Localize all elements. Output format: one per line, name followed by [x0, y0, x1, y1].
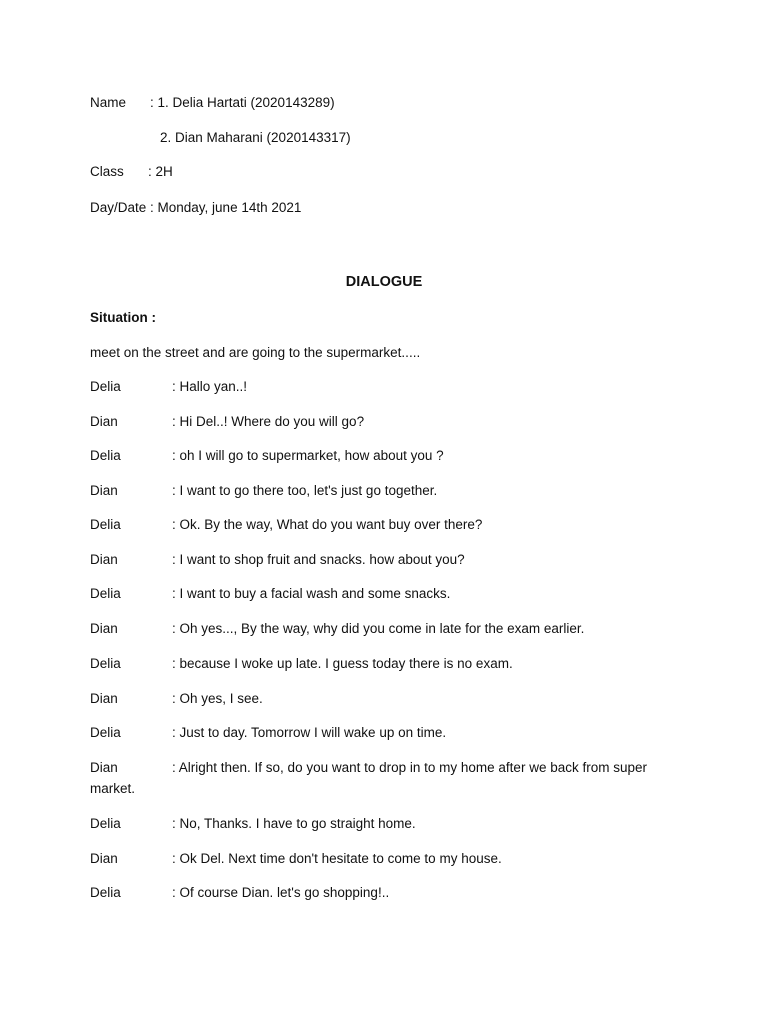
- dialogue-text: : I want to shop fruit and snacks. how about you?: [172, 552, 465, 567]
- speaker-name: Delia: [90, 448, 121, 463]
- dialogue-text: : Ok. By the way, What do you want buy over there?: [172, 517, 483, 532]
- dialogue-text: : Ok Del. Next time don't hesitate to come to my house.: [172, 851, 502, 866]
- name-value-1: : 1. Delia Hartati (2020143289): [150, 95, 335, 110]
- day-date: Day/Date : Monday, june 14th 2021: [90, 200, 302, 215]
- speaker-name: Delia: [90, 586, 121, 601]
- class-row: [90, 163, 173, 181]
- dialogue-text: : because I woke up late. I guess today there is no exam.: [172, 656, 513, 671]
- dialogue-line: [90, 759, 647, 777]
- dialogue-text: : Hallo yan..!: [172, 379, 248, 394]
- dialogue-line: [90, 551, 465, 569]
- dialogue-text: : Just to day. Tomorrow I will wake up on time.: [172, 725, 447, 740]
- dialogue-line: [90, 884, 389, 902]
- dialogue-text: : No, Thanks. I have to go straight home.: [172, 816, 416, 831]
- name-label: Name: [90, 95, 127, 110]
- dialogue-text-continuation: market.: [90, 781, 136, 796]
- dialogue-text: : Oh yes, I see.: [172, 691, 263, 706]
- name-value-2: 2. Dian Maharani (2020143317): [160, 130, 351, 145]
- dialogue-line: [90, 585, 450, 603]
- speaker-name: Delia: [90, 885, 121, 900]
- dialogue-line: [90, 655, 513, 673]
- dialogue-text: : I want to buy a facial wash and some snacks.: [172, 586, 451, 601]
- dialogue-line: [90, 815, 416, 833]
- dialogue-line: [90, 447, 444, 465]
- situation-label: Situation :: [90, 310, 156, 325]
- dialogue-line: [90, 850, 502, 868]
- dialogue-text: : Alright then. If so, do you want to drop in to my home after we back from super: [172, 760, 647, 775]
- dialogue-text: : oh I will go to supermarket, how about you ?: [172, 448, 444, 463]
- dialogue-text: : Of course Dian. let's go shopping!..: [172, 885, 390, 900]
- speaker-name: Dian: [90, 851, 118, 866]
- speaker-name: Dian: [90, 760, 118, 775]
- dialogue-text: : Hi Del..! Where do you will go?: [172, 414, 365, 429]
- dialogue-line: [90, 516, 482, 534]
- speaker-name: Delia: [90, 379, 121, 394]
- dialogue-line: [90, 620, 584, 638]
- class-value: : 2H: [148, 164, 173, 179]
- dialogue-line: [90, 378, 247, 396]
- name-row: [90, 94, 335, 112]
- dialogue-text: : I want to go there too, let's just go together.: [172, 483, 438, 498]
- dialogue-line: [90, 690, 263, 708]
- speaker-name: Dian: [90, 621, 118, 636]
- page-title: DIALOGUE: [345, 274, 423, 290]
- speaker-name: Dian: [90, 414, 118, 429]
- situation-text: meet on the street and are going to the supermarket.....: [90, 345, 421, 360]
- speaker-name: Dian: [90, 691, 118, 706]
- class-label: Class: [90, 164, 124, 179]
- dialogue-text: : Oh yes..., By the way, why did you come in late for the exam earlier.: [172, 621, 585, 636]
- speaker-name: Delia: [90, 517, 121, 532]
- speaker-name: Delia: [90, 816, 121, 831]
- speaker-name: Delia: [90, 656, 121, 671]
- speaker-name: Delia: [90, 725, 121, 740]
- speaker-name: Dian: [90, 552, 118, 567]
- speaker-name: Dian: [90, 483, 118, 498]
- dialogue-line: [90, 413, 364, 431]
- dialogue-line: [90, 724, 446, 742]
- dialogue-line: [90, 482, 437, 500]
